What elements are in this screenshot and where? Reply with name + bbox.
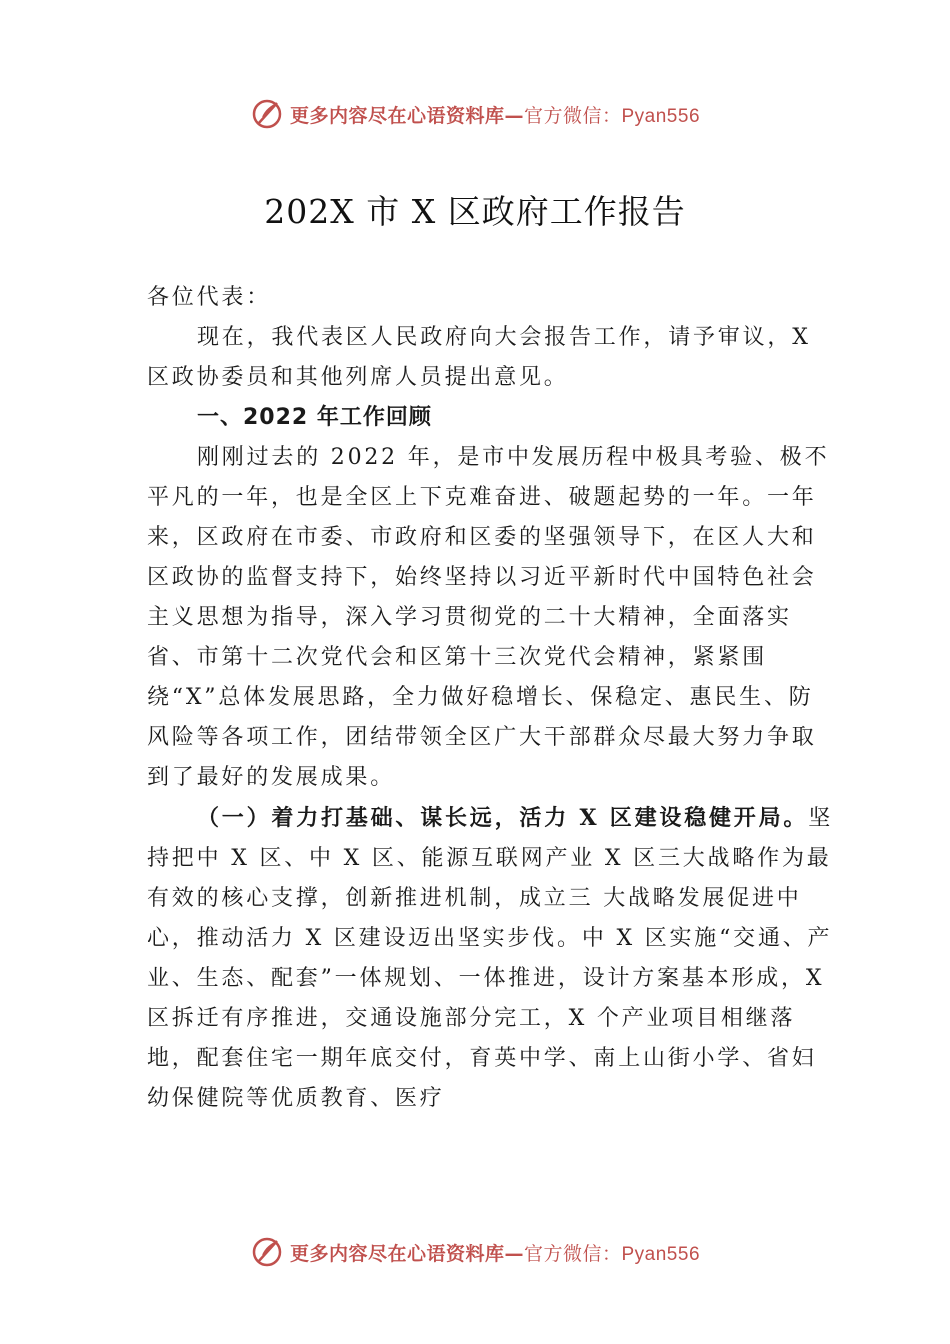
watermark-contact: 官方微信：Pyan556	[524, 105, 701, 127]
quill-logo-icon	[250, 97, 284, 131]
watermark-text: 更多内容尽在心语资料库—	[289, 1242, 524, 1265]
document-body	[147, 278, 837, 1119]
subsection-body: 坚持把中 X 区、中 X 区、能源互联网产业 X 区三大战略作为最有效的核心支撑，创新推进机制，成立三 大战略发展促进中心，推动活力 X 区建设迈出坚实步伐。中 X 区实施“交通、产业、生态、配套”一体规划、一体推进，设计方案基本形成，X 区拆迁有序推进，交通设施部分完工，X 个产业项目相继落地，配套住宅一期年底交付，育英中学、南上山街小学、省妇幼保健院等优质教育、医疗	[147, 806, 834, 1111]
quill-logo-icon	[250, 1235, 284, 1269]
watermark-footer	[0, 1232, 950, 1272]
document-title: 202X 市 X 区政府工作报告	[264, 192, 686, 231]
watermark-header	[0, 94, 950, 134]
watermark-text: 更多内容尽在心语资料库—	[289, 104, 524, 127]
intro-paragraph: 现在，我代表区人民政府向大会报告工作，请予审议，X 区政协委员和其他列席人员提出意见。	[147, 325, 811, 390]
salutation: 各位代表：	[147, 285, 272, 310]
subsection-heading: （一）着力打基础、谋长远，活力 X 区建设稳健开局。	[197, 805, 809, 831]
watermark-contact: 官方微信：Pyan556	[524, 1243, 701, 1265]
review-paragraph: 刚刚过去的 2022 年，是市中发展历程中极具考验、极不平凡的一年，也是全区上下克难奋进、破题起势的一年。一年来，区政府在市委、市政府和区委的坚强领导下，在区人大和区政协的监督支持下，始终坚持以习近平新时代中国特色社会主义思想为指导，深入学习贯彻党的二十大精神，全面落实省、市第十二次党代会和区第十三次党代会精神，紧紧围绕“X”总体发展思路，全力做好稳增长、保稳定、惠民生、防风险等各项工作，团结带领全区广大干部群众尽最大努力争取到了最好的发展成果。	[147, 445, 830, 790]
section-heading: 一、2022 年工作回顾	[197, 405, 432, 430]
